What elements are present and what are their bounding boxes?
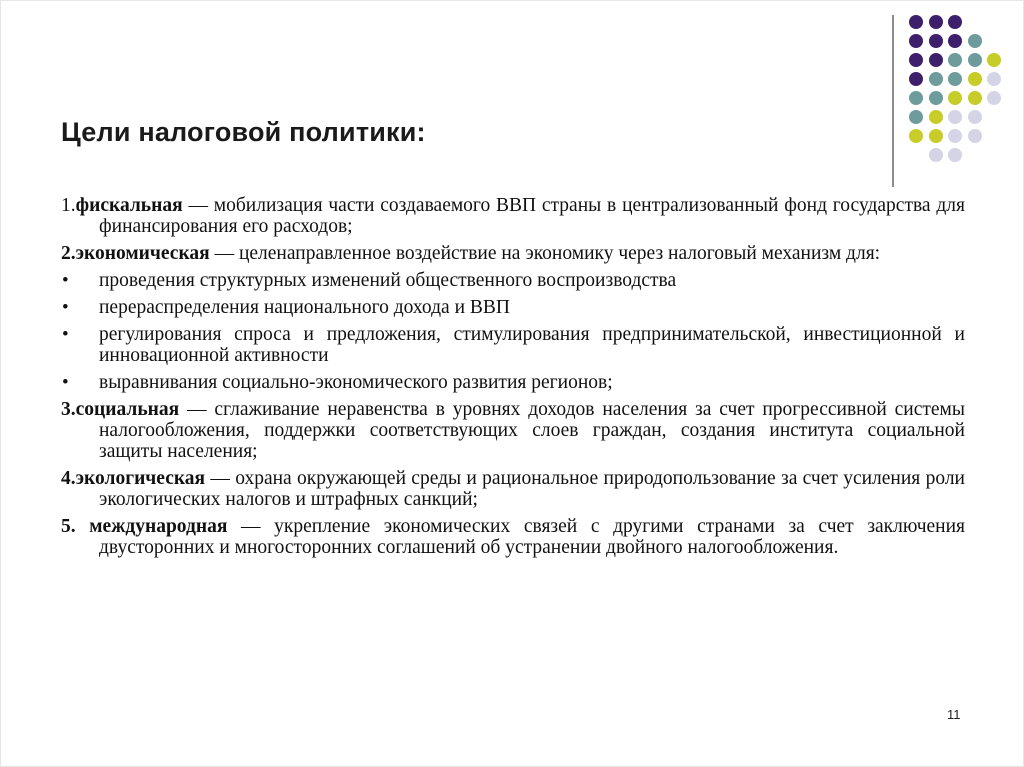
decor-dot (968, 53, 982, 67)
decor-dot (968, 110, 982, 124)
decor-dot (909, 34, 923, 48)
decor-dot (909, 110, 923, 124)
decor-dot (948, 129, 962, 143)
decor-dot (929, 72, 943, 86)
list-item (61, 324, 965, 366)
decor-dot (929, 91, 943, 105)
decor-dot (987, 91, 1001, 105)
bullet-icon: • (62, 297, 69, 318)
decor-dot (948, 15, 962, 29)
decor-dot (929, 148, 943, 162)
decor-dot (948, 53, 962, 67)
decor-dot-grid (909, 15, 1009, 167)
decor-dot (948, 148, 962, 162)
goal-text: — мобилизация части создаваемого ВВП страны в централизованный фонд государства для финансирования его расходов; (99, 195, 965, 237)
goal-social (61, 399, 965, 462)
goal-text: — сглаживание неравенства в уровнях доходов населения за счет прогрессивной системы налогообложения, поддержки соответствующих слоев граждан, создания института социальной защиты населения; (99, 399, 965, 462)
decor-dot (968, 129, 982, 143)
decor-dot (929, 53, 943, 67)
bullet-icon: • (62, 270, 69, 291)
slide-title: Цели налоговой политики: (61, 117, 426, 147)
goal-international (61, 516, 965, 558)
decor-dot (948, 110, 962, 124)
goal-text: — охрана окружающей среды и рациональное природопользование за счет усиления роли экологических налогов и штрафных санкций; (99, 468, 965, 510)
decor-dot (987, 72, 1001, 86)
goal-term: экономическая (75, 243, 210, 264)
goal-term: экологическая (75, 468, 206, 489)
list-item-text: выравнивания социально-экономического развития регионов; (99, 372, 613, 393)
bullet-icon: • (62, 372, 69, 393)
goal-ecological (61, 468, 965, 510)
decor-dot (948, 72, 962, 86)
list-item-text: перераспределения национального дохода и ВВП (99, 297, 510, 318)
list-item-text: проведения структурных изменений общественного воспроизводства (99, 270, 677, 291)
goal-text: — целенаправленное воздействие на экономику через налоговый механизм для: (209, 243, 881, 264)
decor-dot (909, 72, 923, 86)
decor-dot (987, 53, 1001, 67)
decor-dot (929, 15, 943, 29)
decor-dot (968, 72, 982, 86)
decor-dot (909, 91, 923, 105)
list-item (61, 270, 965, 291)
decor-dot (929, 34, 943, 48)
slide-body (61, 195, 965, 564)
page-number: 11 (947, 707, 961, 722)
goal-number: 2. (61, 243, 76, 264)
goal-term: фискальная (75, 195, 183, 216)
bullet-icon: • (62, 324, 69, 345)
goal-fiscal (61, 195, 965, 237)
goal-number: 1. (61, 195, 76, 216)
decor-dot (968, 34, 982, 48)
decor-dot (929, 110, 943, 124)
goal-text: — укрепление экономических связей с другими странами за счет заключения двусторонних и многосторонних соглашений об устранении двойного налогообложения. (99, 516, 966, 558)
list-item (61, 372, 965, 393)
decor-dot (909, 53, 923, 67)
list-item (61, 297, 965, 318)
decor-dot (968, 91, 982, 105)
decor-vertical-line (892, 15, 894, 187)
decor-dot (948, 91, 962, 105)
decor-dot (909, 15, 923, 29)
goal-term: социальная (75, 399, 180, 420)
list-item-text: регулирования спроса и предложения, стимулирования предпринимательской, инвестиционной и инновационной активности (99, 324, 965, 366)
goal-term: международная (89, 516, 228, 537)
goal-number: 3. (61, 399, 76, 420)
decor-dot (909, 129, 923, 143)
decor-dot (948, 34, 962, 48)
goal-economic (61, 243, 965, 264)
decor-dot (929, 129, 943, 143)
goal-number: 5. (61, 516, 90, 537)
goal-number: 4. (61, 468, 76, 489)
